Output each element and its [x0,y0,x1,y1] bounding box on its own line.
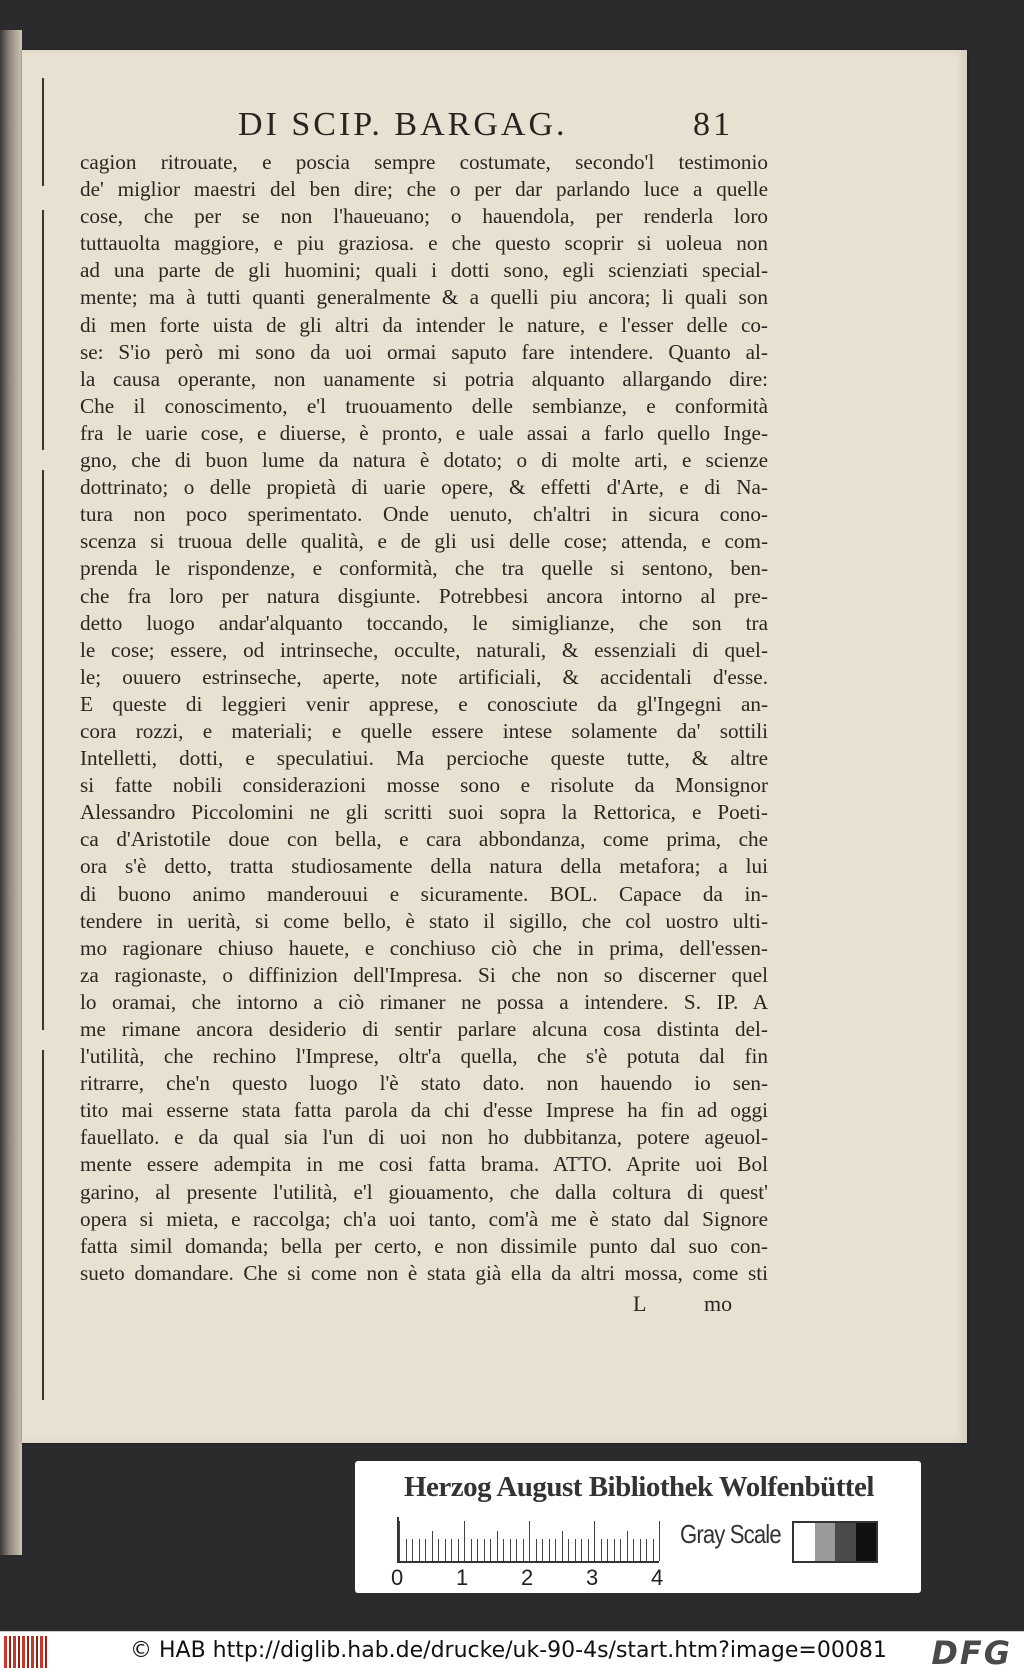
ruler-tick [406,1539,407,1561]
text-line: sueto domandare. Che si come non è stata già ella da altri mossa, come sti [80,1260,768,1285]
ruler-tick [646,1539,647,1561]
text-line: di buono animo manderouui e sicuramente. BOL. Capace da in- [80,881,768,906]
text-line: scenza si truoua delle qualità, e de gli usi delle cose; attenda, e com- [80,529,768,554]
ruler-tick [536,1539,537,1561]
ruler-tick [497,1531,498,1561]
text-line: ad una parte de gli huomini; quali i dotti sono, egli scienziati special- [80,258,768,283]
text-line: mente; ma à tutti quanti generalmente & a quelli piu ancora; li quali son [80,285,768,310]
page-edge-rule [42,78,44,186]
ruler-label-2: 2 [521,1565,534,1590]
text-line: ora s'è detto, tratta studiosamente della natura della metafora; a lui [80,854,768,879]
hab-barcode-icon [4,1636,48,1668]
text-line: che fra loro per natura disgiunte. Potrebbesi ancora intorno al pre- [80,583,768,608]
text-line: le cose; essere, od intrinseche, occulte, naturali, & essenziali di quel- [80,637,768,662]
page-number: 81 [693,106,733,143]
text-line: cora rozzi, e materiali; e quelle essere intese solamente da' sottili [80,718,768,743]
ruler-tick [523,1539,524,1561]
ruler-label-1: 1 [456,1565,469,1590]
book-gutter-edge [0,30,22,1555]
text-line: tura non poco sperimentato. Onde uenuto, ch'altri in sicura cono- [80,502,768,527]
running-head [238,100,733,150]
page-edge-rule [42,210,44,450]
text-line: fatta simil domanda; bella per certo, e non dissimile punto dal suo con- [80,1233,768,1258]
ruler-label-3: 3 [586,1565,599,1590]
signature-mark: L [633,1291,647,1316]
ruler-tick [614,1539,615,1561]
text-line: garino, al presente l'utilità, e'l giouamento, che dalla coltura di quest' [80,1179,768,1204]
ruler-tick [399,1521,400,1561]
ruler-tick [484,1539,485,1561]
text-line: l'utilità, che rechino l'Imprese, oltr'a quella, che s'è potuta dal fin [80,1044,768,1069]
ruler-tick [659,1521,660,1561]
ruler-tick [445,1539,446,1561]
ruler-tick [471,1539,472,1561]
text-line: Intelletti, dotti, e speculatiui. Ma percioche queste tutte, & altre [80,746,768,771]
ruler-tick [432,1531,433,1561]
text-line: mo ragionare chiuso hauete, e conchiuso ciò che in prima, dell'essen- [80,935,768,960]
text-line: tito mai esserne stata fatta parola da chi d'esse Imprese ha fin ad oggi [80,1098,768,1123]
ruler-tick [555,1539,556,1561]
ruler-tick [419,1539,420,1561]
gray-swatch-cell [794,1523,815,1561]
ruler-tick [588,1539,589,1561]
text-line: si fatte nobili considerazioni mosse sono e risolute da Monsignor [80,773,768,798]
ruler-tick [594,1521,595,1561]
text-line: tuttauolta maggiore, e piu graziosa. e che questo scoprir si uoleua non [80,231,768,256]
ruler-tick [640,1539,641,1561]
ruler-tick [425,1539,426,1561]
text-line: me rimane ancora desiderio di sentir parlare alcuna cosa distinta del- [80,1017,768,1041]
measurement-ruler [397,1517,659,1563]
ruler-tick [412,1539,413,1561]
text-line: le; ouuero estrinseche, aperte, note artificiali, & accidentali d'esse. [80,664,768,689]
text-line: E queste di leggieri venir apprese, e conosciute da gl'Ingegni an- [80,691,768,716]
text-line: prenda le rispondenze, e conformità, che tra quelle si sentono, ben- [80,556,768,581]
ruler-tick [464,1521,465,1561]
page-edge-rule [42,470,44,1030]
ruler-tick [451,1539,452,1561]
dfg-logo: DFG [931,1634,1012,1672]
body-text [80,149,768,1287]
ruler-tick [529,1521,530,1561]
text-line: cagion ritrouate, e poscia sempre costumate, secondo'l testimonio [80,150,768,174]
text-line: tendere in uerità, si come bello, è stato il sigillo, che col uostro ulti- [80,908,768,933]
text-line: ritrarre, che'n questo luogo l'è stato dato. non hauendo io sen- [80,1071,768,1096]
ruler-tick [607,1539,608,1561]
ruler-tick [575,1539,576,1561]
ruler-tick [516,1539,517,1561]
text-line: gno, che di buon lume da natura è dotato; o di molte arti, e scienze [80,448,768,473]
ruler-label-0: 0 [391,1565,404,1590]
text-line: se: S'io però mi sono da uoi ormai saputo fare intendere. Quanto al- [80,339,768,364]
text-line: mente essere adempita in me cosi fatta brama. ATTO. Aprite uoi Bol [80,1152,768,1177]
library-color-chart [355,1461,921,1593]
text-line: cose, che per se non l'haueuano; o hauendola, per renderla loro [80,204,768,229]
text-line: di men forte uista de gli altri da intender le nature, e l'esser delle co- [80,312,768,337]
ruler-tick [633,1539,634,1561]
text-line: fauellato. e da qual sia l'un di uoi non ho dubbitanza, potere ageuol- [80,1125,768,1150]
text-line: de' miglior maestri del ben dire; che o per dar parlando luce a quelle [80,177,768,202]
ruler-tick [620,1539,621,1561]
page-edge-rule [42,1050,44,1400]
ruler-tick [438,1539,439,1561]
text-line: Alessandro Piccolomini ne gli scritti suoi sopra la Rettorica, e Poeti- [80,800,768,825]
gray-swatch-cell [856,1523,877,1561]
ruler-tick [562,1531,563,1561]
ruler-tick [458,1539,459,1561]
text-line: ca d'Aristotile doue con bella, e cara abbondanza, come prima, che [80,827,768,852]
ruler-tick [490,1539,491,1561]
catchword: mo [704,1291,733,1316]
text-line: detto luogo andar'alquanto toccando, le simiglianze, che son tra [80,610,768,635]
ruler-tick [542,1539,543,1561]
ruler-tick [503,1539,504,1561]
ruler-tick [601,1539,602,1561]
ruler-tick [627,1531,628,1561]
source-link[interactable]: © HAB http://diglib.hab.de/drucke/uk-90-4s/start.htm?image=00081 [130,1638,887,1663]
text-line: za ragionaste, o diffinizion dell'Impresa. Si che non so discerner quel [80,962,768,987]
gray-scale-swatch [792,1521,878,1563]
text-line: opera si mieta, e raccolga; ch'a uoi tanto, com'à me è stato dal Signore [80,1206,768,1231]
ruler-tick [568,1539,569,1561]
ruler-label-4: 4 [651,1565,664,1590]
text-line: Che il conoscimento, e'l truouamento delle sembianze, e conformità [80,393,768,418]
ruler-tick [581,1539,582,1561]
text-line: fra le uarie cose, e diuerse, è pronto, e uale assai a farlo quello Inge- [80,420,768,445]
gray-scale-label: Gray Scale [680,1519,781,1549]
gray-swatch-cell [835,1523,856,1561]
gray-swatch-cell [815,1523,836,1561]
viewer-footer [0,1631,1024,1672]
ruler-tick [653,1539,654,1561]
running-head-title: DI SCIP. BARGAG. [238,106,568,143]
text-line: lo oramai, che intorno a ciò rimaner ne possa a intendere. S. IP. A [80,989,768,1014]
text-line: dottrinato; o delle propietà di uarie opere, & effetti d'Arte, e di Na- [80,475,768,500]
library-name: Herzog August Bibliothek Wolfenbüttel [404,1471,874,1503]
ruler-tick [510,1539,511,1561]
ruler-tick [549,1539,550,1561]
text-line: la causa operante, non uanamente si potria alquanto allargando dire: [80,366,768,391]
ruler-tick [477,1539,478,1561]
